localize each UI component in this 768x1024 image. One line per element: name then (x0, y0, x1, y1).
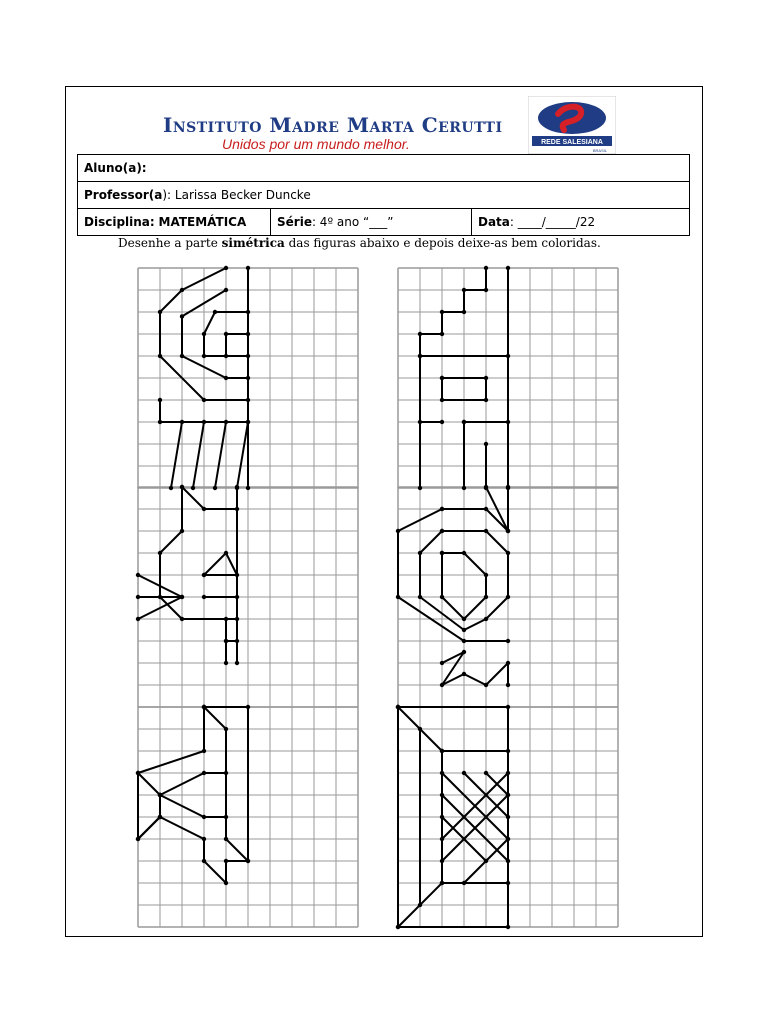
school-motto: Unidos por um mundo melhor. (222, 136, 410, 152)
data-field[interactable]: Data: ____/_____/22 (472, 209, 690, 236)
instruction-text: Desenhe a parte simétrica das figuras abaixo e depois deixe-as bem coloridas. (118, 236, 601, 250)
aluno-field[interactable]: Aluno(a): (78, 155, 690, 182)
svg-text:BRASIL: BRASIL (592, 148, 608, 153)
disciplina-field: Disciplina: MATEMÁTICA (78, 209, 271, 236)
professor-field: Professor(a): Larissa Becker Duncke (78, 182, 690, 209)
school-name: Instituto Madre Marta Cerutti (163, 113, 503, 137)
svg-text:REDE SALESIANA: REDE SALESIANA (541, 139, 603, 146)
serie-field[interactable]: Série: 4º ano “___” (271, 209, 472, 236)
half-figure-4 (398, 487, 508, 685)
